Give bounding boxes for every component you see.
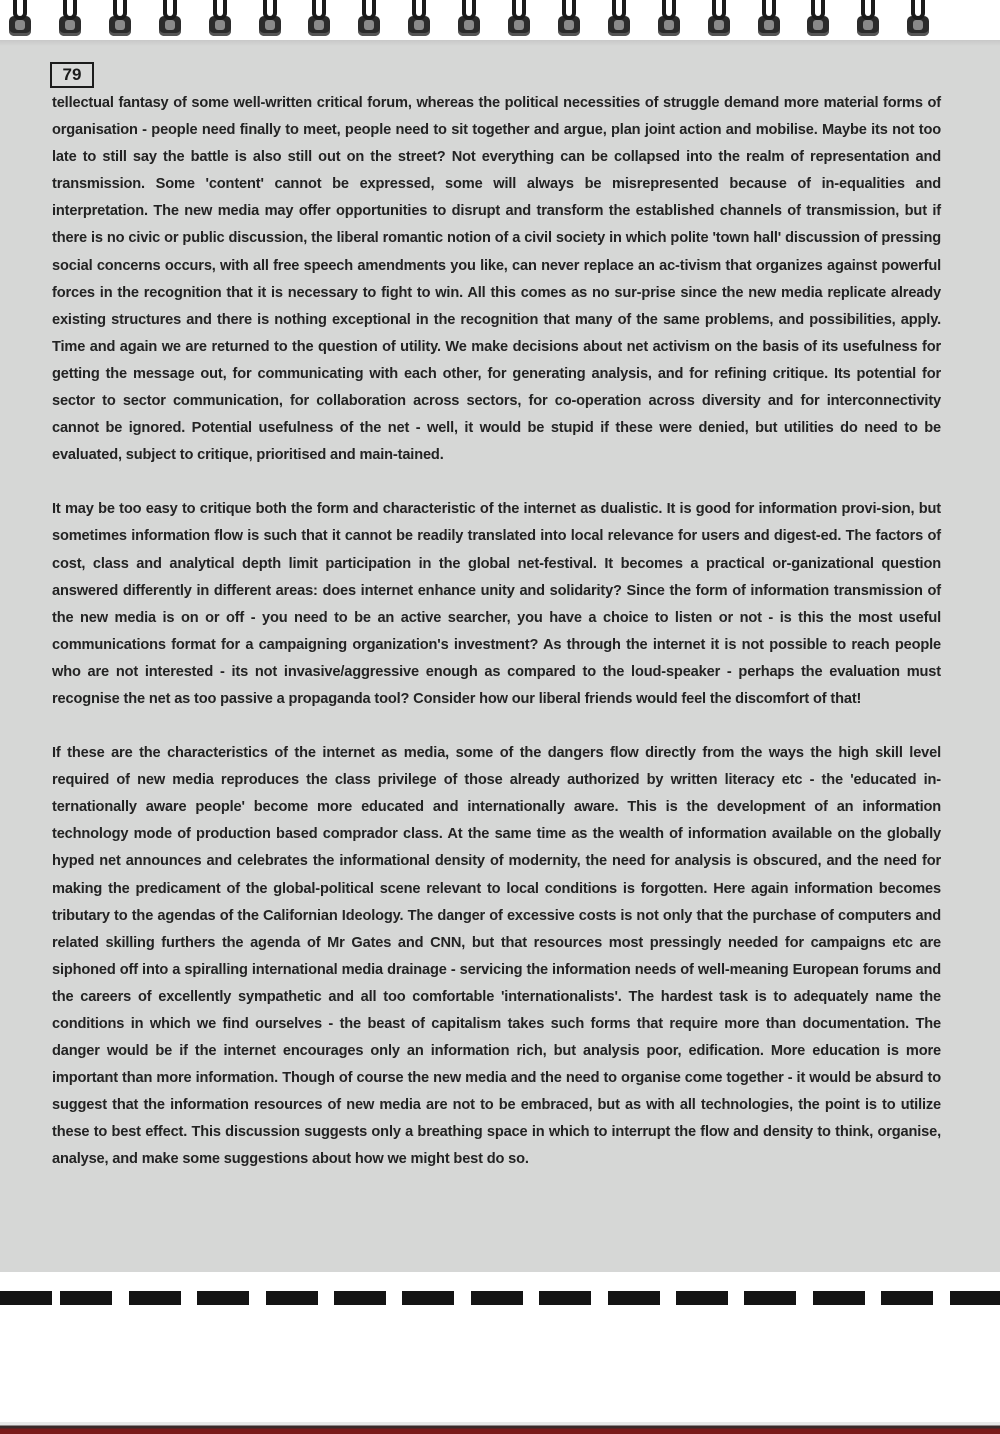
binding-ring (458, 0, 480, 38)
perforation-dash (334, 1291, 386, 1305)
binding-ring (209, 0, 231, 38)
perforation-line (0, 1291, 1000, 1306)
perforation-dash (744, 1291, 796, 1305)
binding-ring (59, 0, 81, 38)
perforation-dash (539, 1291, 591, 1305)
binding-ring (558, 0, 580, 38)
binding-ring (708, 0, 730, 38)
perforation-dash (60, 1291, 112, 1305)
binding-ring (9, 0, 31, 38)
binding-ring (907, 0, 929, 38)
perforation-dash (881, 1291, 933, 1305)
page-bottom-edge (0, 1422, 1000, 1434)
paragraph-1: tellectual fantasy of some well-written critical forum, whereas the political necessities of struggle demand more material forms of organisation - people need finally to meet, people need to sit together and argue, plan joint action and mobilise. Maybe its not too late to still say the battle is also still out on the street? Not everything can be collapsed into the realm of representation and transmission. Some 'content' cannot be expressed, some will always be misrepresented because of in-equalities and interpretation. The new media may offer opportunities to disrupt and transform the established channels of transmission, but if there is no civic or public discussion, the liberal romantic notion of a civil society in which polite 'town hall' discussion of pressing social concerns occurs, with all free speech amendments you like, can never replace an ac-tivism that organizes against powerful forces in the recognition that it is necessary to fight to win. All this comes as no sur-prise since the new media replicate already existing structures and there is nothing exceptional in the recognition that many of the same problems, and possibilities, apply. Time and again we are returned to the question of utility. We make decisions about net activism on the basis of its usefulness for getting the message out, for communicating with each other, for generating analysis, and for refining critique. Its potential for sector to sector communication, for collaboration across sectors, for co-operation across diversity and for interconnectivity cannot be ignored. Potential usefulness of the net - well, it would be stupid if these were denied, but utilities do need to be evaluated, subject to critique, prioritised and main-tained. (52, 95, 941, 464)
binding-ring (109, 0, 131, 38)
binding-ring (608, 0, 630, 38)
perforation-dash (0, 1291, 52, 1305)
perforation-dash (676, 1291, 728, 1305)
binding-ring (259, 0, 281, 38)
perforation-dash (950, 1291, 1000, 1305)
binding-ring (758, 0, 780, 38)
paragraph-2: It may be too easy to critique both the form and characteristic of the internet as dualistic. It is good for information provi-sion, but sometimes information flow is such that it cannot be readily translated into local relevance for users and digest-ed. The factors of cost, class and analytical depth limit participation in the global net-festival. It becomes a practical or-ganizational question answered differently in different areas: does internet enhance unity and solidarity? Since the form of information transmission of the new media is on or off - you need to be an active searcher, you have a choice to listen or not - is this the most useful communications format for a campaigning organization's investment? As through the internet it is not possible to reach people who are not interested - its not invasive/aggressive enough as compared to the loud-speaker - perhaps the evaluation must recognise the net as too passive a propaganda tool? Consider how our liberal friends would feel the discomfort of that! (52, 501, 941, 707)
binding-ring (308, 0, 330, 38)
perforation-dash (402, 1291, 454, 1305)
perforation-dash (129, 1291, 181, 1305)
page-number: 79 (50, 62, 94, 88)
article-body (52, 90, 941, 1201)
binding-ring (358, 0, 380, 38)
binding-ring (807, 0, 829, 38)
perforation-dash (266, 1291, 318, 1305)
binding-ring (658, 0, 680, 38)
perforation-dash (471, 1291, 523, 1305)
perforation-dash (813, 1291, 865, 1305)
binding-ring (159, 0, 181, 38)
perforation-dash (608, 1291, 660, 1305)
binding-ring (408, 0, 430, 38)
binding-ring (857, 0, 879, 38)
perforation-dash (197, 1291, 249, 1305)
page-top-edge (0, 40, 1000, 46)
binding-ring (508, 0, 530, 38)
paragraph-3: If these are the characteristics of the internet as media, some of the dangers flow directly from the ways the high skill level required of new media reproduces the class privilege of those already authorized by written literacy etc - the 'educated in-ternationally aware people' become more educated and internationally aware. This is the development of an information technology mode of production based comprador class. At the same time as the wealth of information available on the globally hyped net announces and celebrates the informational density of modernity, the need for analysis is obscured, and the need for making the predicament of the global-political scene relevant to local conditions is forgotten. Here again information becomes tributary to the agendas of the Californian Ideology. The danger of excessive costs is not only that the purchase of computers and related skilling furthers the agenda of Mr Gates and CNN, but that resources most pressingly needed for campaigns etc are siphoned off into a spiralling international media drainage - servicing the information needs of well-meaning European forums and the careers of excellently sympathetic and all too comfortable 'internationalists'. The hardest task is to adequately name the conditions in which we find ourselves - the beast of capitalism takes such forms that require more than documentation. The danger would be if the internet encourages only an information rich, but analysis poor, edification. More education is more important than more information. Though of course the new media and the need to organise come together - it would be absurd to suggest that the information resources of new media are not to be embraced, but as with all technologies, the point is to utilize these to best effect. This discussion suggests only a breathing space in which to interrupt the flow and density to think, organise, analyse, and make some suggestions about how we might best do so. (52, 745, 941, 1168)
